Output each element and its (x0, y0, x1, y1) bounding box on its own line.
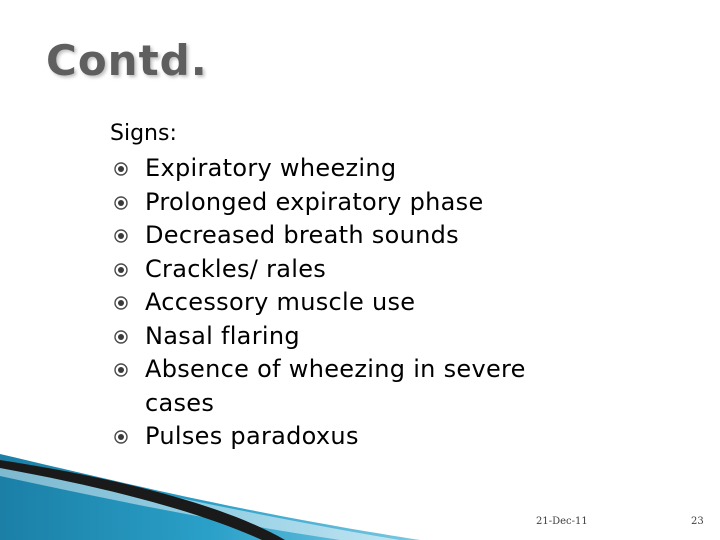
bullet-item (110, 353, 590, 420)
radio-bullet-icon (114, 196, 128, 210)
slide-title: Contd. (46, 36, 208, 85)
bullet-item (110, 286, 590, 320)
slide-content (110, 120, 590, 454)
bullet-text: Accessory muscle use (145, 288, 416, 316)
bullet-text: Crackles/ rales (145, 254, 327, 283)
bullet-item (110, 186, 590, 220)
bullet-text: Prolonged expiratory phase (145, 187, 484, 216)
bullet-item (110, 320, 590, 354)
radio-bullet-icon (114, 296, 128, 310)
bullet-list (110, 152, 590, 454)
bullet-text: Decreased breath sounds (145, 221, 459, 249)
footer-page-number: 23 (691, 516, 704, 527)
bullet-text: Absence of wheezing in severe cases (145, 355, 526, 417)
bullet-text: Pulses paradoxus (145, 422, 359, 450)
footer-date: 21-Dec-11 (536, 516, 588, 527)
bullet-text: Expiratory wheezing (145, 154, 397, 182)
bullet-item (110, 253, 590, 287)
signs-label: Signs: (110, 121, 177, 146)
bullet-text: Nasal flaring (145, 321, 300, 350)
radio-bullet-icon (114, 263, 128, 277)
bullet-item (110, 219, 590, 253)
radio-bullet-icon (114, 363, 128, 377)
radio-bullet-icon (114, 162, 128, 176)
radio-bullet-icon (114, 330, 128, 344)
radio-bullet-icon (114, 229, 128, 243)
decorative-swoosh (0, 440, 720, 540)
bullet-item (110, 152, 590, 186)
